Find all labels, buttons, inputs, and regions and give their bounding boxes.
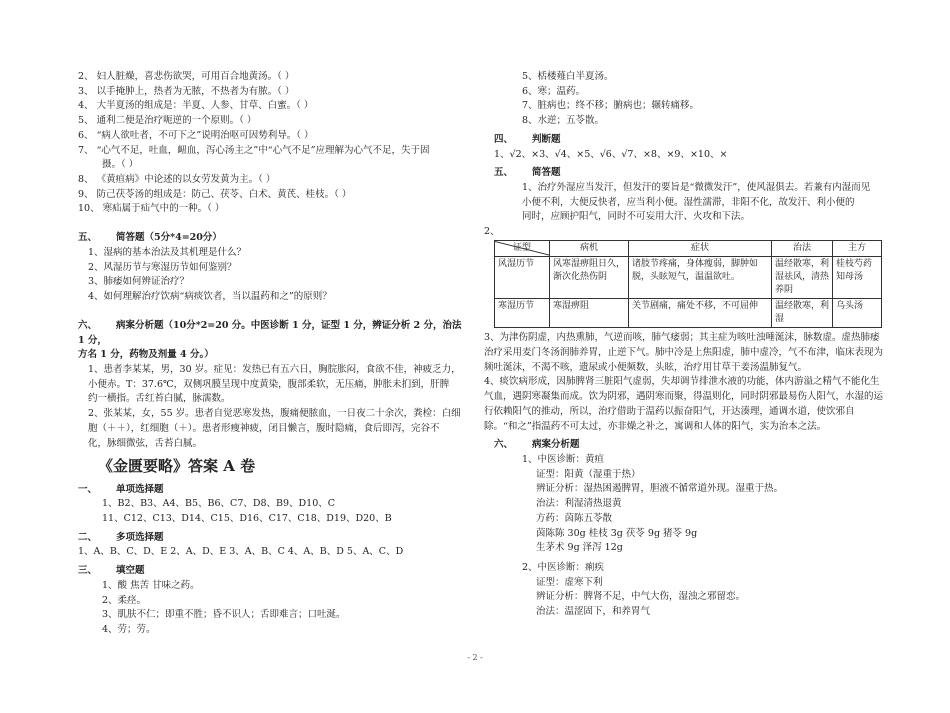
answer-title: 《金匮要略》答案 A 卷 [98,457,256,476]
short-question: 4、如何理解治疗饮病“病痰饮者，当以温药和之”的原则？ [88,291,332,303]
section-heading [78,231,468,246]
table-header-cell: 证型 [495,240,550,256]
section-title: 病案分析题（10分*2=20 分。中医诊断 1 分，证型 1 分，辨证分析 2 分，治法 1 分， [78,319,462,346]
answer-line: 1、酸 焦苦 甘味之药。 [102,579,200,591]
section-title: 简答题 [532,167,561,179]
answer-line: 治法：温涩固下，和养胃气 [536,606,651,618]
table-cell: 桂枝芍药知母汤 [833,256,882,298]
section-title: 多项选择题 [116,531,164,543]
choice-line: 3、 以手掩肿上，热者为无脓，不热者为有脓。（ ） [78,85,295,97]
table-row [495,256,882,298]
answer-line: 1、治疗外湿应当发汗，但发汗的要旨是“微微发汗”，使风湿俱去。若兼有内湿而见 [522,182,871,194]
answer-line: 11、C12、C13、D14、C15、D16、C17、C18、D19、D20、B [102,512,392,524]
section-number: 五、 [78,232,98,244]
table-cell: 诸肢节疼痛，身体瘦弱，脚肿如脱，头眩短气，温温欲吐。 [629,256,772,298]
answer-line: 证型：虚寒下利 [536,576,603,588]
case-line: 胞（＋＋），红细胞（＋）。患者形瘦神疲，闭目懒言，腹时隐痛，食后即泻，完谷不 [88,422,440,434]
table-cell: 风湿历节 [495,256,550,298]
choice-line: 5、 通利二便是治疗呃逆的一个原则。（ ） [78,115,257,127]
section-title: 填空题 [116,565,145,577]
answer-line: 方药：茵陈五苓散 [536,512,613,524]
answer-line: 7、脏病也；终不移；腑病也；辗转痛移。 [522,100,700,112]
answer-line: 3、肌肤不仁；即重不胜；昏不识人；舌即难言；口吐涎。 [102,609,346,621]
item-label: 2、 [484,226,500,238]
section-title: 病案分析题 [532,439,580,451]
answer-line: 4、劳；劳。 [102,623,156,635]
answer-line: 2、中医诊断：痢疾 [522,561,605,573]
case-list [78,363,468,451]
section-title: 判断题 [532,133,561,145]
answer-section-heading [78,531,468,546]
case-line: 1、患者李某某，男，30 岁。症见：发热已有五六日，胸脘胀闷，食欲不佳，神疲乏力， [88,363,461,375]
table-header-cell: 症状 [629,240,772,256]
section-number: 五、 [494,167,514,179]
short-answer-1 [484,181,884,225]
answer-section-heading [78,564,468,579]
answer-line: 辨证分析：湿热困遏脾胃，胆液不循常道外现。湿重于热。 [536,483,784,495]
answer-section-heading [484,133,884,148]
table-header-cell: 主方 [833,240,882,256]
section-number: 一、 [78,483,98,495]
table-cell: 风寒湿痹阻日久，渐次化热伤阴 [550,256,629,298]
choice-line: 9、 防己茯苓汤的组成是：防己、茯苓、白术、黄芪、桂枝。（ ） [78,188,352,200]
case-line: 化，脉细微弦，舌苔白腻。 [88,437,203,449]
table-header-row [495,240,882,256]
answer-line: 证型：阳黄（湿重于热） [536,468,641,480]
fill-answer-list [484,70,884,129]
case-line: 小便赤。T：37.6℃，双侧巩膜呈现中度黄染，腹部柔软，无压痛，肿胀未扪到，肝脾 [88,378,450,390]
choice-line: 10、 寒疝属于疝气中的一种。（ ） [78,203,225,215]
case-line: 约一横指。舌红苔白腻，脉濡数。 [88,393,231,405]
short-question: 1、湿病的基本治法及其机理是什么？ [88,246,247,258]
table-cell: 关节剧痛，痛处不移，不可屈伸 [629,299,772,328]
table-row [495,299,882,328]
choice-line: 摄。（ ） [102,159,139,171]
table-cell: 寒湿痹阻 [550,299,629,328]
table-cell: 乌头汤 [833,299,882,328]
answer-line: 茵陈陈 30g 桂枝 3g 茯苓 9g 猪苓 9g [536,527,698,539]
section-number: 六、 [494,439,514,451]
short-answer-4: 4、痰饮病形成，因肺脾肾三脏阳气虚弱，失却调节排泄水液的功能，体内游溢之精气不能化生气血，遇阴寒凝集而成。饮为阴邪，遇阴寒而聚，得温则化，同时阴邪最易伤人阳气，水湿的运行依赖阳气的推动，所以，治疗借助于温药以振奋阳气，开达湊理，通调水道，使饮邪自除。“和之”指温药不可太过，亦非燥之补之，寓调和人体的阳气，实为治本之法。 [484,376,884,432]
case-answer-1 [484,453,884,556]
answer-line: 治法：利湿清热退黄 [536,498,622,510]
answer-section-heading [78,483,468,498]
section-number: 四、 [494,133,514,145]
answer-section-heading [484,166,884,181]
table-cell: 寒湿历节 [495,299,550,328]
answer-line: 6、寒；温药。 [522,85,586,97]
section-title: 简答题（5分*4=20分） [116,232,222,244]
table-header-cell: 治法 [772,240,833,256]
answer-line: 2、柔痉。 [102,594,147,606]
short-question: 3、肺痿如何辨证治疗？ [88,276,190,288]
answer-line: 同时，应顾护阳气，同时不可妄用大汗、火攻和下法。 [522,211,751,223]
answer-line: 生茅术 9g 泽泻 12g [536,542,623,554]
left-column [78,70,468,638]
choice-line: 8、 《黄疸病》中论述的以女劳发黄为主。（ ） [78,174,276,186]
section-title: 单项选择题 [116,483,164,495]
table-header-cell: 病机 [550,240,629,256]
case-answer-2 [484,561,884,620]
table-cell: 温经散寒，利湿 [772,299,833,328]
answer-section-heading [484,438,884,453]
answer-line: 1、A、B、C、D、E 2、A、D、E 3、A、B、C 4、A、B、D 5、A、C、D [78,546,404,558]
answer-list [78,579,468,638]
section-number: 二、 [78,531,98,543]
answer-list [78,497,468,526]
right-column [484,70,884,620]
section-heading [78,319,468,348]
choice-line: 6、 “病人欲吐者，不可下之”说明治呕可因势利导。（ ） [78,129,314,141]
short-question-list [78,246,468,305]
answer-line: 小便不利，大便反快者，应当利小便。湿性濡滞，非阳不化，故发汗、利小便的 [522,196,855,208]
section-title-continued: 方名 1 分，药物及剂量 4 分。） [78,349,214,361]
short-answer-3: 3、为津伤阴虚，内热熏肺，气逆而咳，肺气痿弱；其主症为咳吐浊唾涎沫，脉数虚。虚热肺痿治疗采用麦门冬汤润肺养胃，止逆下气。肺中冷是上焦阳虚，肺中虚冷，气不布津，临床表现为频吐涎沫，不渴不咳，遗尿或小便频数，头眩，治疗用甘草干姜汤温肺复气。 [484,332,884,373]
answer-line: 8、水逆；五苓散。 [522,115,605,127]
judge-answer-line: 1、√2、×3、√4、×5、√6、√7、×8、×9、×10、× [494,148,728,160]
choice-list [78,70,468,217]
section-number: 六、 [78,319,98,331]
case-line: 2、张某某，女，55 岁。患者自觉恶寒发热，腹痛便脓血，一日夜二十余次，粪检：白细 [88,408,461,420]
choice-line: 7、 “心气不足，吐血，衄血，泻心汤主之”中“心气不足”应理解为心气不足，失于固 [78,144,430,156]
comparison-table [494,240,882,328]
page-number: - 2 - [467,653,483,662]
short-question: 2、风湿历节与寒湿历节如何鉴别？ [88,261,237,273]
section-number: 三、 [78,565,98,577]
answer-line: 5、栝楼薤白半夏汤。 [522,71,614,82]
choice-line: 2、 妇人脏燥，喜悲伤欲哭，可用百合地黄汤。（ ） [78,71,295,82]
table-cell: 温经散寒，利湿祛风，清热养阴 [772,256,833,298]
answer-line: 1、B2、B3、A4、B5、B6、C7、D8、B9、D10、C [102,498,336,510]
answer-line: 辨证分析：脾肾不足，中气大伤，湿浊之邪留恋。 [536,591,746,603]
answer-line: 1、中医诊断：黄疸 [522,453,605,465]
choice-line: 4、 大半夏汤的组成是：半夏、人参、甘草、白蜜。（ ） [78,100,314,112]
